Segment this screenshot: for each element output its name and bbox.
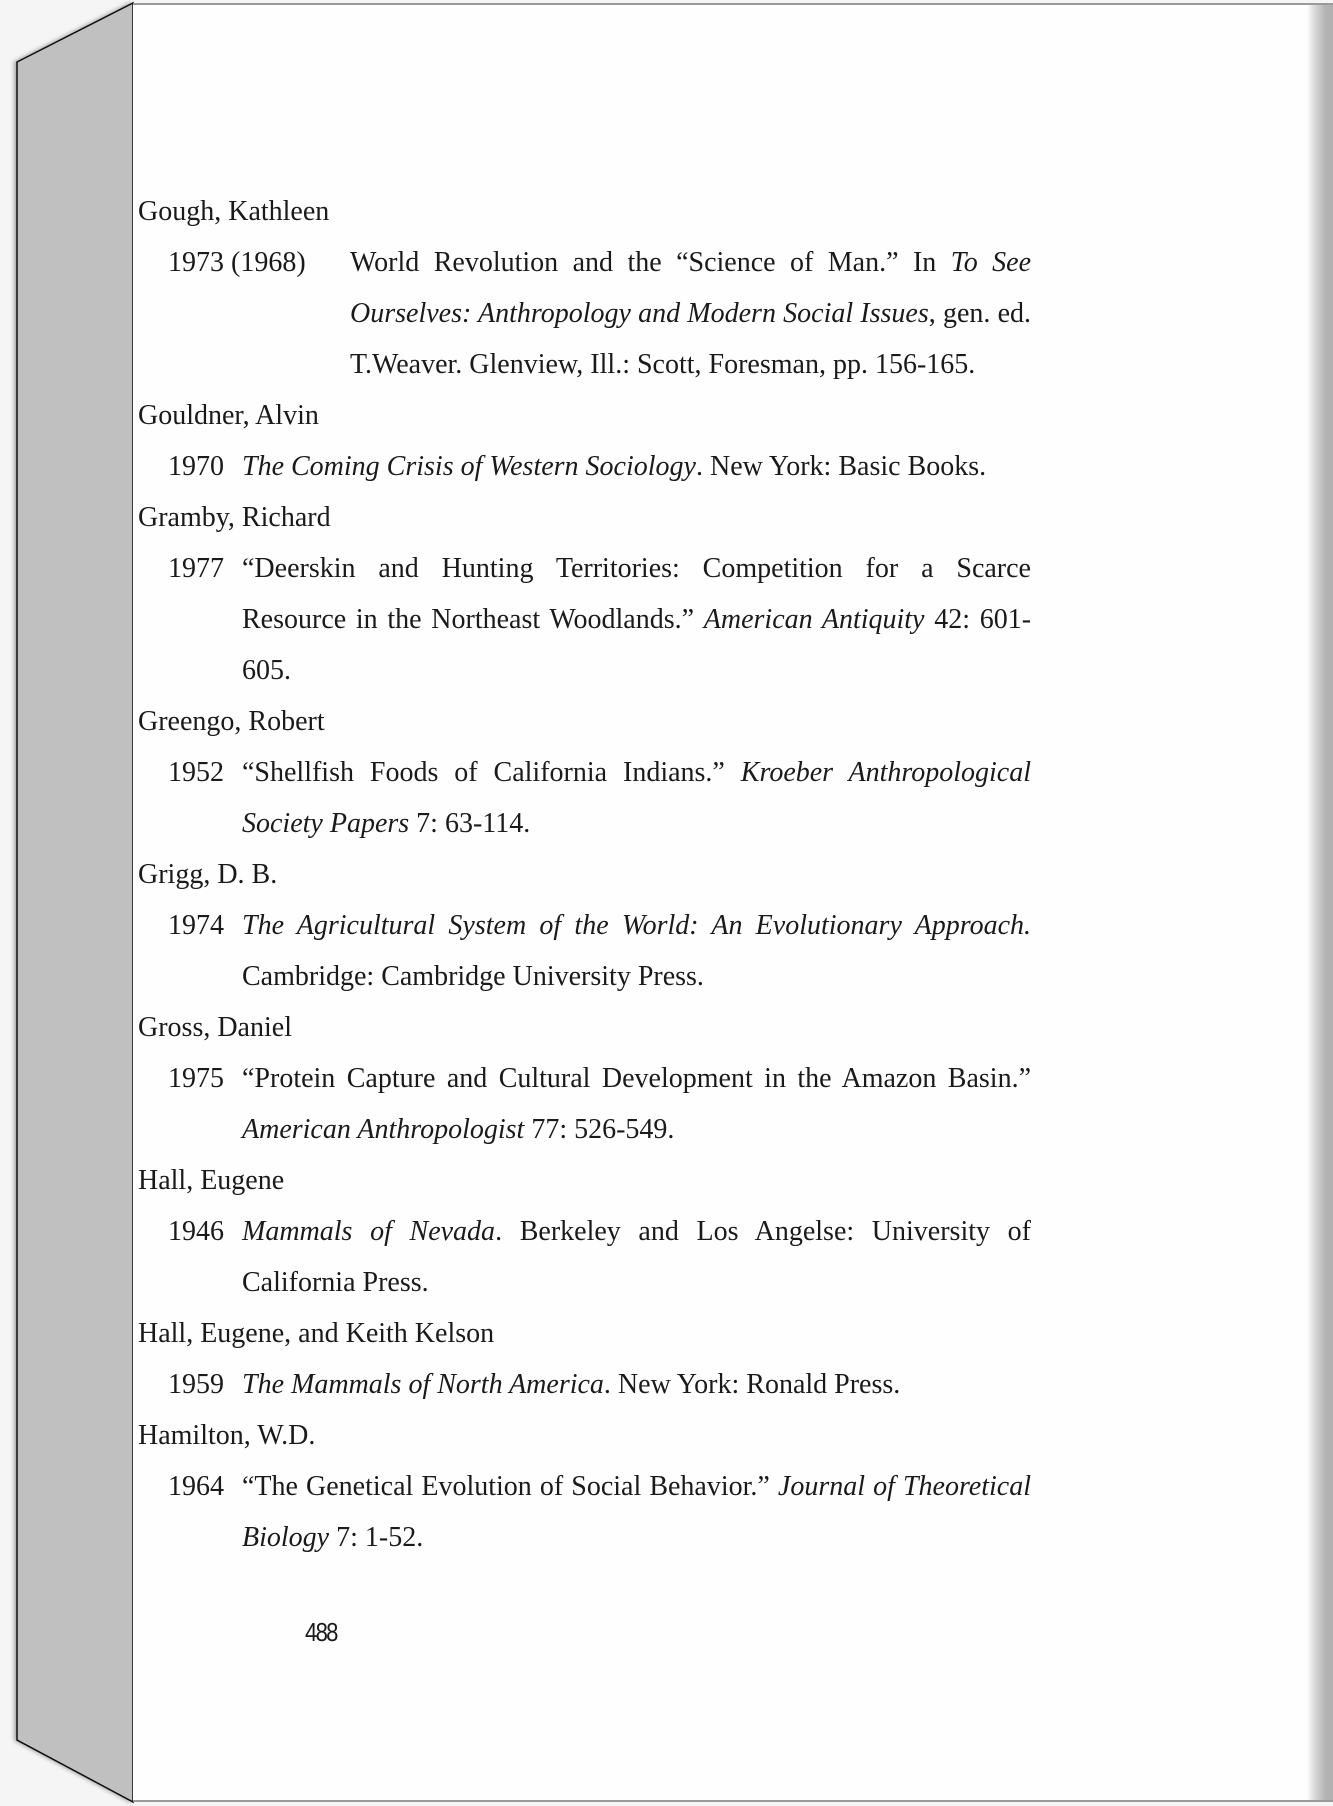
citation-text: World Revolution and the “Science of Man.” In To See Ourselves: Anthropology and Modern Social Issues, gen. ed. T.Weaver. Glenview, Ill.: Scott, Foresman, pp. 156-165. (350, 247, 1031, 380)
citation-text: “The Genetical Evolution of Social Behavior.” Journal of Theoretical Biology 7: 1-52. (242, 1471, 1031, 1553)
citation-text: The Agricultural System of the World: An Evolutionary Approach. Cambridge: Cambridge University Press. (242, 910, 1031, 992)
reference-entry (138, 1308, 1031, 1410)
reference-author: Gouldner, Alvin (138, 400, 319, 431)
reference-entry (138, 1002, 1031, 1155)
reference-citation (146, 543, 1031, 696)
reference-year: 1959 (168, 1369, 224, 1400)
reference-author: Hall, Eugene (138, 1165, 285, 1196)
reference-citation (146, 1053, 1031, 1155)
reference-year: 1977 (168, 553, 224, 584)
reference-citation (146, 237, 1031, 390)
reference-citation (146, 1359, 1031, 1410)
reference-author: Hamilton, W.D. (138, 1420, 316, 1451)
reference-author: Gough, Kathleen (138, 196, 330, 227)
reference-entry (138, 1410, 1031, 1563)
reference-list (138, 186, 1032, 1563)
citation-text: “Deerskin and Hunting Territories: Competition for a Scarce Resource in the Northeast Woodlands.” American Antiquity 42: 601-605. (242, 553, 1032, 686)
reference-entry (138, 696, 1031, 849)
reference-entry (138, 186, 1031, 390)
reference-citation (146, 747, 1031, 849)
reference-year: 1975 (168, 1063, 224, 1094)
citation-text: “Protein Capture and Cultural Development in the Amazon Basin.” American Anthropologist 77: 526-549. (242, 1063, 1031, 1145)
reference-year: 1970 (168, 451, 224, 482)
reference-author: Greengo, Robert (138, 706, 325, 737)
reference-entry (138, 1155, 1031, 1308)
page-edge-shadow (1307, 5, 1333, 1800)
reference-year: 1946 (168, 1216, 224, 1247)
reference-year: 1964 (168, 1471, 224, 1502)
citation-text: The Mammals of North America. New York: Ronald Press. (242, 1369, 901, 1400)
reference-year: 1974 (168, 910, 224, 941)
citation-text: “Shellfish Foods of California Indians.” Kroeber Anthropological Society Papers 7: 63-114. (242, 757, 1031, 839)
reference-citation (146, 441, 1031, 492)
citation-text: Mammals of Nevada. Berkeley and Los Angelse: University of California Press. (242, 1216, 1031, 1298)
reference-entry (138, 390, 1031, 492)
reference-entry (138, 492, 1032, 696)
reference-year: 1952 (168, 757, 224, 788)
reference-entry (138, 849, 1031, 1002)
reference-citation (146, 900, 1031, 1002)
reference-author: Gross, Daniel (138, 1012, 292, 1043)
reference-citation (146, 1461, 1031, 1563)
page-number: 488 (305, 1617, 337, 1647)
reference-citation (146, 1206, 1031, 1308)
citation-text: The Coming Crisis of Western Sociology. New York: Basic Books. (242, 451, 987, 482)
reference-author: Grigg, D. B. (138, 859, 278, 890)
reference-author: Gramby, Richard (138, 502, 331, 533)
reference-year: 1973 (1968) (168, 247, 306, 278)
reference-author: Hall, Eugene, and Keith Kelson (138, 1318, 495, 1349)
